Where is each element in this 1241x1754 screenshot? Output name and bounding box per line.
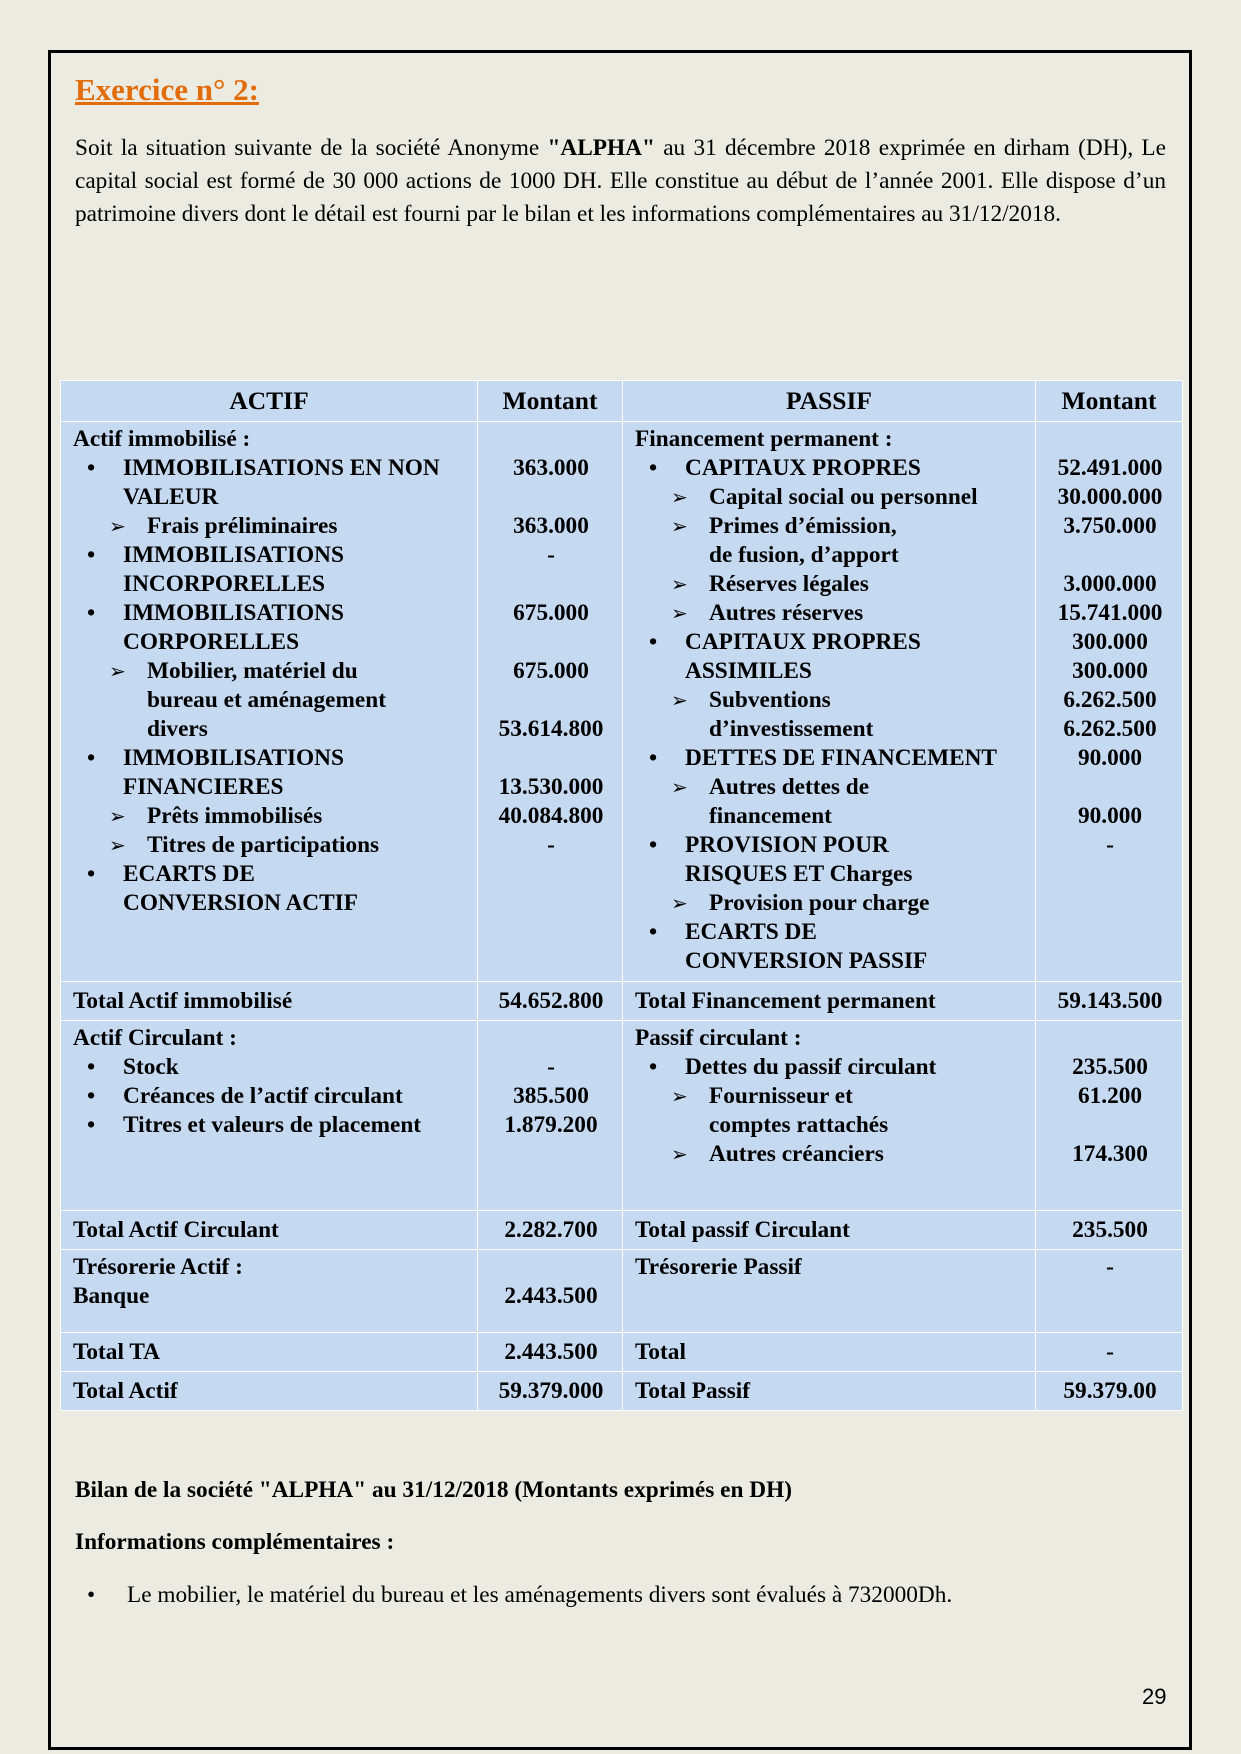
total-actif-immobilise-amount: 54.652.800 xyxy=(498,987,604,1014)
passif-item-line: • Dettes du passif circulant xyxy=(635,1053,1025,1082)
total-actif-circulant-amount: 2.282.700 xyxy=(504,1216,598,1243)
amount-cell: 300.000 xyxy=(1072,629,1148,655)
amount-cell xyxy=(490,686,612,715)
amount-cell xyxy=(1048,889,1172,918)
balance-sheet-table xyxy=(60,380,1183,1411)
amount-cell xyxy=(490,570,612,599)
amount-cell: 385.500 xyxy=(513,1083,589,1109)
actif-circulant-montants xyxy=(478,1021,622,1140)
passif-circulant-list xyxy=(623,1021,1035,1169)
amount-cell: 90.000 xyxy=(1077,745,1143,771)
amount-cell: 61.200 xyxy=(1077,1083,1143,1109)
tresorerie-actif-montants xyxy=(478,1250,622,1311)
actif-item-line: • ECARTS DE xyxy=(73,860,467,889)
bullet-icon: • xyxy=(87,1582,96,1608)
actif-item-line: FINANCIERES xyxy=(123,774,284,800)
amount-cell xyxy=(1048,773,1172,802)
actif-item-line: divers xyxy=(147,716,208,742)
table-row-total xyxy=(61,1372,1183,1411)
actif-item-line: INCORPORELLES xyxy=(123,571,325,597)
header-montant-actif: Montant xyxy=(478,381,623,422)
actif-item-line: Banque xyxy=(73,1283,150,1309)
amount-cell xyxy=(490,889,612,918)
amount-cell: 30.000.000 xyxy=(1057,484,1163,510)
amount-cell xyxy=(1048,918,1172,947)
header-actif: ACTIF xyxy=(61,381,478,422)
passif-item-line: comptes rattachés xyxy=(709,1112,889,1138)
amount-cell: 174.300 xyxy=(1072,1141,1148,1167)
table-row-total-ta xyxy=(61,1333,1183,1372)
amount-cell: 2.443.500 xyxy=(504,1283,598,1309)
actif-item-line: Actif Circulant : xyxy=(73,1025,237,1051)
table-row-immobilise xyxy=(61,422,1183,982)
passif-item-line: ➢ Réserves légales xyxy=(635,570,1025,599)
passif-item-line: CONVERSION PASSIF xyxy=(685,948,928,974)
passif-item-line: • PROVISION POUR xyxy=(635,831,1025,860)
passif-item-line: Trésorerie Passif xyxy=(635,1254,802,1280)
amount-cell: 13.530.000 xyxy=(498,774,604,800)
passif-item-line: d’investissement xyxy=(709,716,874,742)
amount-cell: - xyxy=(547,542,555,568)
actif-immobilise-list xyxy=(61,422,477,918)
financement-permanent-list xyxy=(623,422,1035,976)
passif-item-line: ASSIMILES xyxy=(685,658,812,684)
amount-cell xyxy=(1048,541,1172,570)
amount-cell xyxy=(490,860,612,889)
passif-item-line: ➢ Autres réserves xyxy=(635,599,1025,628)
actif-item-line: • Titres et valeurs de placement xyxy=(73,1111,467,1140)
amount-cell xyxy=(490,1024,612,1053)
tresorerie-passif-list xyxy=(623,1250,1035,1282)
total-passif-amount: 59.379.00 xyxy=(1063,1377,1157,1404)
amount-cell: 3.750.000 xyxy=(1063,513,1157,539)
actif-item-line: ➢ Mobilier, matériel du xyxy=(73,657,467,686)
amount-cell: 52.491.000 xyxy=(1057,455,1163,481)
amount-cell: 6.262.500 xyxy=(1063,716,1157,742)
amount-cell: 1.879.200 xyxy=(504,1112,598,1138)
table-row-total-immobilise xyxy=(61,982,1183,1021)
tresorerie-passif-montants xyxy=(1036,1250,1182,1282)
company-name: "ALPHA" xyxy=(547,135,655,161)
passif-item-line: financement xyxy=(709,803,832,829)
intro-text-2: au 31 décembre 2018 exprimée en dirham (DH), Le capital social est formé de 30 000 actions de 1000 DH. Elle constitue au début de l’année 2001. Elle dispose d’un patrimoine divers dont le détail est fourni par le bilan et les informations complémentaires au 31/12/2018. xyxy=(75,135,1166,227)
exercise-title: Exercice n° 2: xyxy=(75,72,259,107)
intro-text-1: Soit la situation suivante de la société Anonyme xyxy=(75,135,548,161)
passif-item-line: ➢ Capital social ou personnel xyxy=(635,483,1025,512)
passif-item-line: ➢ Primes d’émission, xyxy=(635,512,1025,541)
passif-item-line: • DETTES DE FINANCEMENT xyxy=(635,744,1025,773)
amount-cell: - xyxy=(1106,1254,1114,1280)
actif-immobilise-montants xyxy=(478,422,622,918)
info-item-text: Le mobilier, le matériel du bureau et les aménagements divers sont évalués à 732000Dh. xyxy=(127,1582,953,1608)
amount-cell xyxy=(1048,947,1172,976)
total-financement-permanent-label: Total Financement permanent xyxy=(635,987,936,1014)
amount-cell: - xyxy=(547,832,555,858)
amount-cell: 363.000 xyxy=(513,513,589,539)
passif-item-line: ➢ Autres dettes de xyxy=(635,773,1025,802)
table-caption: Bilan de la société "ALPHA" au 31/12/2018 (Montants exprimés en DH) xyxy=(75,1477,792,1503)
financement-permanent-montants xyxy=(1036,422,1182,976)
amount-cell xyxy=(490,628,612,657)
page-number: 29 xyxy=(1142,1684,1167,1709)
actif-item-line: bureau et aménagement xyxy=(147,687,386,713)
table-row-circulant xyxy=(61,1021,1183,1211)
passif-item-line: Passif circulant : xyxy=(635,1025,802,1051)
actif-circulant-list xyxy=(61,1021,477,1140)
actif-item-line: • IMMOBILISATIONS xyxy=(73,599,467,628)
passif-item-line: • ECARTS DE xyxy=(635,918,1025,947)
amount-cell: 40.084.800 xyxy=(498,803,604,829)
tresorerie-actif-list xyxy=(61,1250,477,1311)
amount-cell: 675.000 xyxy=(513,600,589,626)
total-passif-circulant-label: Total passif Circulant xyxy=(635,1216,850,1243)
passif-item-line: ➢ Fournisseur et xyxy=(635,1082,1025,1111)
total-tp-amount: - xyxy=(1106,1338,1114,1365)
actif-item-line: • Stock xyxy=(73,1053,467,1082)
total-actif-circulant-label: Total Actif Circulant xyxy=(73,1216,279,1243)
passif-circulant-montants xyxy=(1036,1021,1182,1169)
total-tp-label: Total xyxy=(635,1338,686,1365)
table-row-total-circulant xyxy=(61,1211,1183,1250)
amount-cell xyxy=(490,744,612,773)
amount-cell: 235.500 xyxy=(1072,1054,1148,1080)
actif-item-line: ➢ Frais préliminaires xyxy=(73,512,467,541)
actif-item-line: • IMMOBILISATIONS EN NON xyxy=(73,454,467,483)
total-financement-permanent-amount: 59.143.500 xyxy=(1057,987,1163,1014)
total-actif-immobilise-label: Total Actif immobilisé xyxy=(73,987,293,1014)
amount-cell: 15.741.000 xyxy=(1057,600,1163,626)
actif-item-line: • Créances de l’actif circulant xyxy=(73,1082,467,1111)
amount-cell: 90.000 xyxy=(1077,803,1143,829)
amount-cell xyxy=(1048,425,1172,454)
amount-cell xyxy=(1048,1024,1172,1053)
amount-cell: 53.614.800 xyxy=(498,716,604,742)
passif-item-line: de fusion, d’apport xyxy=(709,542,899,568)
amount-cell xyxy=(490,425,612,454)
amount-cell: 675.000 xyxy=(513,658,589,684)
total-ta-label: Total TA xyxy=(73,1338,160,1365)
passif-item-line: • CAPITAUX PROPRES xyxy=(635,628,1025,657)
total-passif-circulant-amount: 235.500 xyxy=(1072,1216,1148,1243)
actif-item-line: • IMMOBILISATIONS xyxy=(73,744,467,773)
amount-cell xyxy=(1048,860,1172,889)
header-montant-passif: Montant xyxy=(1036,381,1183,422)
passif-item-line: ➢ Subventions xyxy=(635,686,1025,715)
info-list-item xyxy=(87,1582,952,1609)
header-passif: PASSIF xyxy=(623,381,1036,422)
amount-cell: 300.000 xyxy=(1072,658,1148,684)
amount-cell: - xyxy=(1106,832,1114,858)
actif-item-line: CORPORELLES xyxy=(123,629,300,655)
amount-cell: 3.000.000 xyxy=(1063,571,1157,597)
amount-cell xyxy=(490,483,612,512)
amount-cell xyxy=(490,1253,612,1282)
passif-item-line: • CAPITAUX PROPRES xyxy=(635,454,1025,483)
table-header-row xyxy=(61,381,1183,422)
actif-item-line: VALEUR xyxy=(123,484,219,510)
total-actif-amount: 59.379.000 xyxy=(498,1377,604,1404)
total-ta-amount: 2.443.500 xyxy=(504,1338,598,1365)
actif-item-line: Actif immobilisé : xyxy=(73,426,251,452)
amount-cell: 6.262.500 xyxy=(1063,687,1157,713)
passif-item-line: RISQUES ET Charges xyxy=(685,861,913,887)
table-row-tresorerie xyxy=(61,1250,1183,1333)
actif-item-line: • IMMOBILISATIONS xyxy=(73,541,467,570)
total-passif-label: Total Passif xyxy=(635,1377,750,1404)
info-heading: Informations complémentaires : xyxy=(75,1529,395,1555)
passif-item-line: Financement permanent : xyxy=(635,426,893,452)
total-actif-label: Total Actif xyxy=(73,1377,178,1404)
intro-paragraph xyxy=(75,132,1166,231)
actif-item-line: ➢ Titres de participations xyxy=(73,831,467,860)
actif-item-line: ➢ Prêts immobilisés xyxy=(73,802,467,831)
actif-item-line: CONVERSION ACTIF xyxy=(123,890,358,916)
passif-item-line: ➢ Autres créanciers xyxy=(635,1140,1025,1169)
actif-item-line: Trésorerie Actif : xyxy=(73,1254,243,1280)
amount-cell: - xyxy=(547,1054,555,1080)
amount-cell xyxy=(1048,1111,1172,1140)
passif-item-line: ➢ Provision pour charge xyxy=(635,889,1025,918)
amount-cell: 363.000 xyxy=(513,455,589,481)
